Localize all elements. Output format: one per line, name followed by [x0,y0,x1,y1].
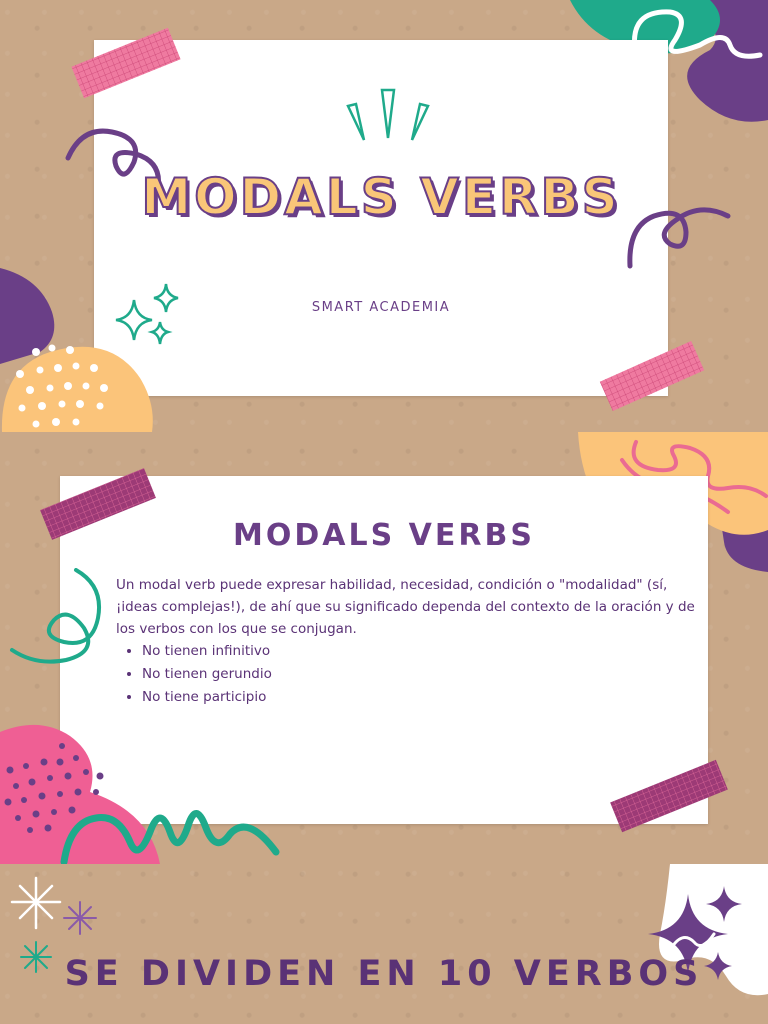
list-item: • No tienen infinitivo [142,640,542,663]
swirl-icon [6,568,110,668]
burst-icon [342,88,434,142]
subtitle: SMART ACADEMIA [311,300,451,315]
feature-list [116,640,542,709]
washi-tape-icon [604,748,734,844]
slide-title [0,0,768,432]
washi-tape-icon [66,18,186,108]
list-item: • No tiene participio [142,686,542,709]
blob-right [630,864,768,1024]
page-title: MODALS VERBS [141,168,621,226]
swirl-icon [624,190,734,272]
blob-bottom-left [0,722,290,864]
slide-definition [0,432,768,864]
blob-bottom-left [0,268,160,432]
definition-text: Un modal verb puede expresar habilidad, necesidad, condición o "modalidad" (sí, ¡ideas complejas!), de ahí que su significado dependa del contexto de la oración y de los verbos con los que se conjugan. [116,577,695,637]
section-title: MODALS VERBS [233,518,535,553]
list-item: • No tienen gerundio [142,663,542,686]
slide-divider [0,864,768,1024]
section-title: SE DIVIDEN EN 10 VERBOS [64,954,704,994]
washi-tape-icon [596,334,708,418]
